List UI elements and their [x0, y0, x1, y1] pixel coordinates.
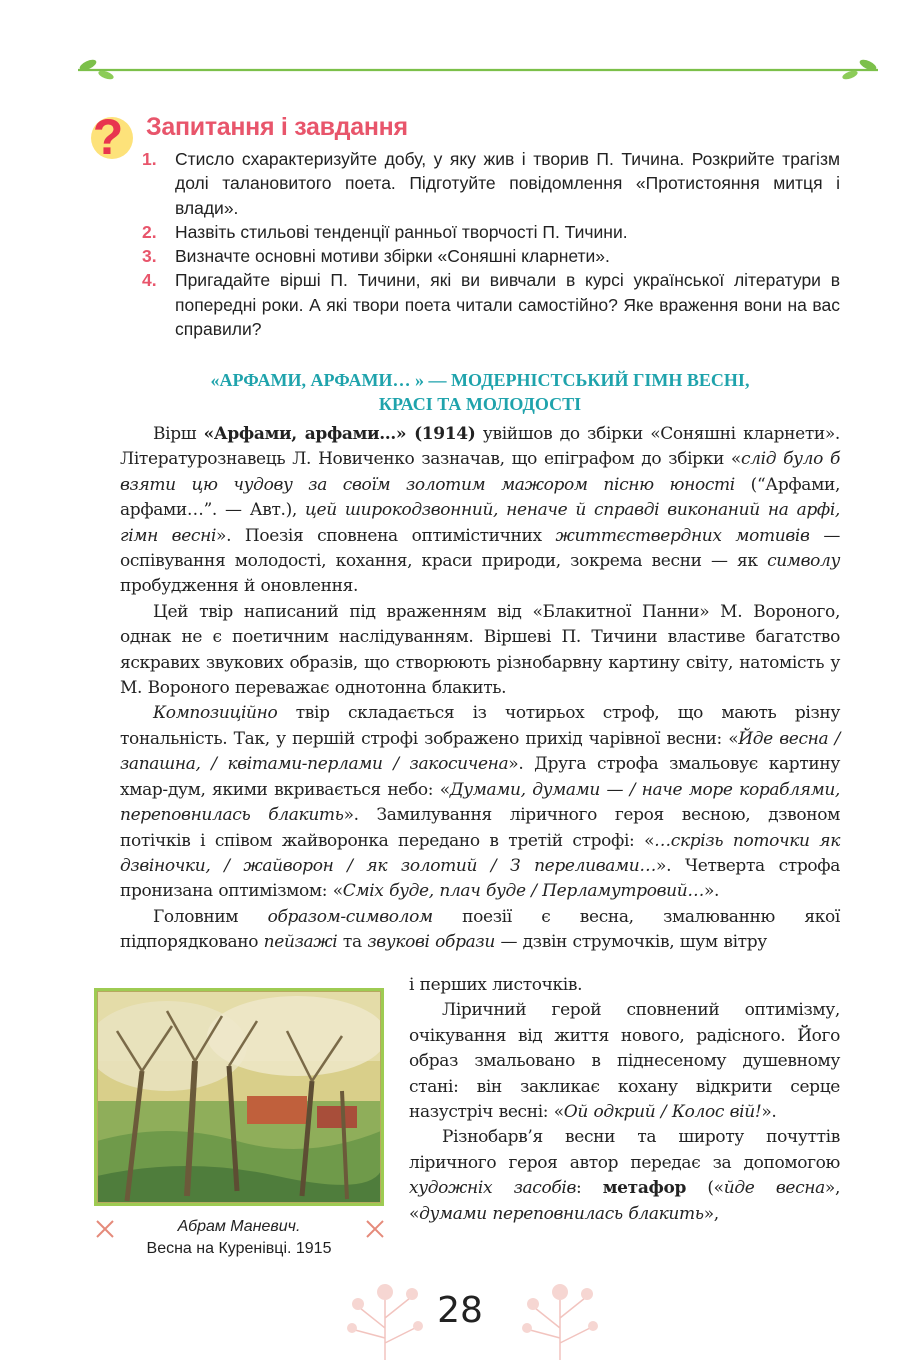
cross-ornament-icon	[94, 1218, 116, 1240]
question-text: Стисло схарактеризуйте добу, у яку жив і творив П. Тичина. Розкрийте трагізм долі талановитого поета. Підготуйте повідомлення «Протистояння митця і влади».	[175, 149, 840, 218]
main-text	[120, 422, 840, 956]
section-heading-line: КРАСІ ТА МОЛОДОСТІ	[378, 394, 582, 414]
figure-caption	[94, 1216, 384, 1260]
paragraph: Головним образом-символом поезії є весна, змалюванню якої підпорядковано пейзажі та звукові образи — дзвін струмочків, шум вітру	[120, 906, 840, 953]
paragraph: Різнобарв’я весни та широту почуттів ліричного героя автор передає за допомогою художніх засобів: метафор («йде весна», «думами переповнилась блакить»,	[409, 1127, 840, 1224]
list-item	[140, 147, 840, 220]
question-number: 1.	[142, 149, 157, 169]
caption-title: Весна на Куренівці. 1915	[146, 1240, 332, 1257]
question-number: 2.	[142, 221, 157, 242]
paragraph: Композиційно твір складається із чотирьох строф, що мають різну тональність. Так, у першій строфі зображено прихід чарівної весни: «Йде весна / запашна, / квітами-перлами / закосичена». Друга строфа змальовує картину хмар-дум, якими вкривається небо: «Думами, думами — / наче море кораблями, переповнилась блакить». Замилування ліричного героя весною, дзвоном потічків і співом жайворонка передано в третій строфі: «…скрізь поточки як дзвіночки, / жайворон / як золотий / З переливами…». Четверта строфа пронизана оптимізмом: «Сміх буде, плач буде / Перламутровий…».	[120, 703, 841, 902]
paragraph: Вірш «Арфами, арфами…» (1914) увійшов до збірки «Соняшні кларнети». Літературознавець Л. Новиченко зазначав, що епіграфом до збірки «слід було б взяти цю чудову за своїм золотим мажором пісню юності (“Арфами, арфами…”. — Авт.), цей широкодзвонний, неначе й справді виконаний на арфі, гімн весні». Поезія сповнена оптимістичних життєствердних мотивів — оспівування молодості, кохання, краси природи, зокрема весни — як символу пробудження й оновлення.	[120, 424, 841, 597]
question-text: Визначте основні мотиви збірки «Соняшні кларнети».	[175, 246, 610, 267]
page-number: 28	[437, 1290, 483, 1331]
question-number: 4.	[142, 270, 157, 291]
question-mark-icon	[88, 110, 134, 162]
section-heading-line: «АРФАМИ, АРФАМИ… » — МОДЕРНІСТСЬКИЙ ГІМН ВЕСНІ,	[210, 370, 750, 390]
list-item	[140, 220, 840, 244]
paragraph: і перших листочків.	[409, 975, 583, 995]
paragraph: Цей твір написаний під враженням від «Блакитної Панни» М. Вороного, однак не є поетичним наслідуванням. Віршеві П. Тичини властиве багатство яскравих звукових образів, що створюють різнобарвну картину світу, натомість у М. Вороного переважає однотонна блакить.	[120, 601, 840, 699]
section-heading	[120, 368, 840, 416]
paragraph: Ліричний герой сповнений оптимізму, очікування від життя нового, радісного. Його образ змальовано в піднесеному душевному стані: він закликає кохану відкрити серце назустріч весні: «Ой одкрий / Колос вій!».	[409, 1000, 840, 1123]
svg-text:?: ?	[92, 110, 124, 162]
question-number: 3.	[142, 246, 157, 267]
questions-list	[140, 147, 840, 341]
vine-divider-icon	[78, 56, 878, 86]
side-text	[409, 973, 840, 1227]
painting-image	[94, 988, 384, 1206]
question-text: Назвіть стильові тенденції ранньої творчості П. Тичини.	[175, 221, 628, 242]
questions-title: Запитання і завдання	[146, 113, 408, 141]
list-item	[140, 244, 840, 268]
caption-author: Абрам Маневич.	[177, 1218, 301, 1235]
question-text: Пригадайте вірші П. Тичини, які ви вивчали в курсі української літератури в попередні роки. А які твори поета читали самостійно? Яке враження вони на вас справили?	[175, 270, 840, 340]
list-item	[140, 268, 840, 341]
flower-ornament-icon	[505, 1268, 615, 1360]
cross-ornament-icon	[364, 1218, 386, 1240]
